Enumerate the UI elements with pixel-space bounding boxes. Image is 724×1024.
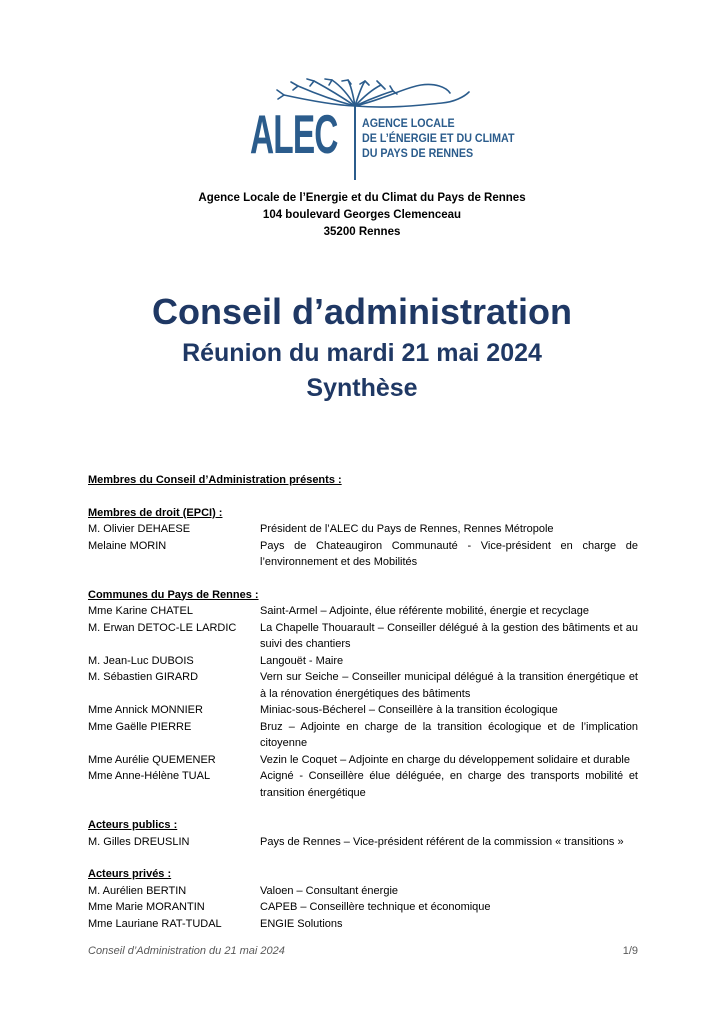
member-name: Mme Anne-Hélène TUAL <box>88 770 211 782</box>
member-row <box>88 521 638 538</box>
member-row <box>88 702 638 719</box>
alec-logo <box>250 84 515 184</box>
member-row <box>88 538 638 571</box>
member-role: La Chapelle Thouarault – Conseiller délégué à la gestion des bâtiments et au suivi des chantiers <box>260 621 638 650</box>
document-subtitle-date: Réunion du mardi 21 mai 2024 <box>182 339 542 367</box>
member-name: M. Gilles DREUSLIN <box>88 835 190 848</box>
member-role: CAPEB – Conseillère technique et économique <box>260 901 491 913</box>
member-role: Pays de Chateaugiron Communauté - Vice-président en charge de l’environnement et des Mobilités <box>260 539 638 568</box>
member-groups <box>88 505 638 933</box>
member-row <box>88 752 638 769</box>
member-row <box>88 916 638 933</box>
member-row <box>88 719 638 752</box>
document-subtitle-type: Synthèse <box>306 374 418 402</box>
member-group <box>88 817 638 850</box>
group-heading: Membres de droit (EPCI) : <box>88 506 223 519</box>
address-line-3: 35200 Rennes <box>323 226 401 238</box>
title-block <box>0 288 724 406</box>
member-name: Mme Lauriane RAT-TUDAL <box>88 917 222 930</box>
member-name: M. Sébastien GIRARD <box>88 671 199 683</box>
member-name: M. Erwan DETOC-LE LARDIC <box>88 621 237 634</box>
member-role: Président de l’ALEC du Pays de Rennes, Rennes Métropole <box>260 523 554 535</box>
member-name: Mme Marie MORANTIN <box>88 901 205 913</box>
member-name: Mme Aurélie QUEMENER <box>88 753 216 766</box>
group-heading: Communes du Pays de Rennes : <box>88 588 259 601</box>
address-line-1: Agence Locale de l’Energie et du Climat du Pays de Rennes <box>198 192 526 204</box>
logo-acronym: ALEC <box>250 105 338 166</box>
group-rows <box>88 883 638 933</box>
logo-tagline <box>362 117 515 162</box>
page-footer <box>88 944 638 958</box>
member-group <box>88 866 638 932</box>
member-name: Mme Annick MONNIER <box>88 704 203 716</box>
member-row <box>88 768 638 801</box>
member-role: Vern sur Seiche – Conseiller municipal délégué à la transition énergétique et à la rénovation énergétiques des bâtiments <box>260 671 638 700</box>
members-heading: Membres du Conseil d’Administration présents : <box>88 474 342 486</box>
group-rows <box>88 521 638 571</box>
member-name: M. Aurélien BERTIN <box>88 884 187 897</box>
member-role: Saint-Armel – Adjointe, élue référente mobilité, énergie et recyclage <box>260 605 589 617</box>
member-row <box>88 669 638 702</box>
member-role: ENGIE Solutions <box>260 917 343 930</box>
group-rows <box>88 834 638 851</box>
group-rows <box>88 603 638 801</box>
member-row <box>88 603 638 620</box>
member-name: Melaine MORIN <box>88 539 167 552</box>
logo-tagline-line: DE L’ÉNERGIE ET DU CLIMAT <box>362 133 515 145</box>
member-role: Bruz – Adjointe en charge de la transition écologique et de l’implication citoyenne <box>260 720 638 749</box>
logo-tagline-line: AGENCE LOCALE <box>362 118 455 130</box>
logo-tagline-line: DU PAYS DE RENNES <box>362 148 474 160</box>
member-row <box>88 620 638 653</box>
member-name: Mme Gaëlle PIERRE <box>88 720 192 733</box>
member-role: Miniac-sous-Bécherel – Conseillère à la transition écologique <box>260 704 558 716</box>
member-row <box>88 883 638 900</box>
group-heading: Acteurs publics : <box>88 819 178 831</box>
footer-document-reference: Conseil d’Administration du 21 mai 2024 <box>88 945 285 957</box>
document-title: Conseil d’administration <box>151 291 573 332</box>
member-row <box>88 834 638 851</box>
member-role: Valoen – Consultant énergie <box>260 884 399 897</box>
group-heading: Acteurs privés : <box>88 868 172 880</box>
address-line-2: 104 boulevard Georges Clemenceau <box>262 209 462 221</box>
address-block <box>0 190 724 241</box>
member-row <box>88 899 638 916</box>
member-role: Acigné - Conseillère élue déléguée, en charge des transports mobilité et transition énergétique <box>260 770 638 799</box>
member-row <box>88 653 638 670</box>
footer-page-number: 1/9 <box>622 945 638 957</box>
member-role: Pays de Rennes – Vice-président référent de la commission « transitions » <box>260 835 624 848</box>
member-role: Vezin le Coquet – Adjointe en charge du développement solidaire et durable <box>260 753 630 766</box>
logo-divider <box>354 104 356 180</box>
member-role: Langouët - Maire <box>260 654 344 667</box>
members-section <box>88 472 638 932</box>
member-name: Mme Karine CHATEL <box>88 605 193 617</box>
member-group <box>88 587 638 802</box>
member-name: M. Jean-Luc DUBOIS <box>88 654 194 667</box>
member-group <box>88 505 638 571</box>
member-name: M. Olivier DEHAESE <box>88 523 191 535</box>
